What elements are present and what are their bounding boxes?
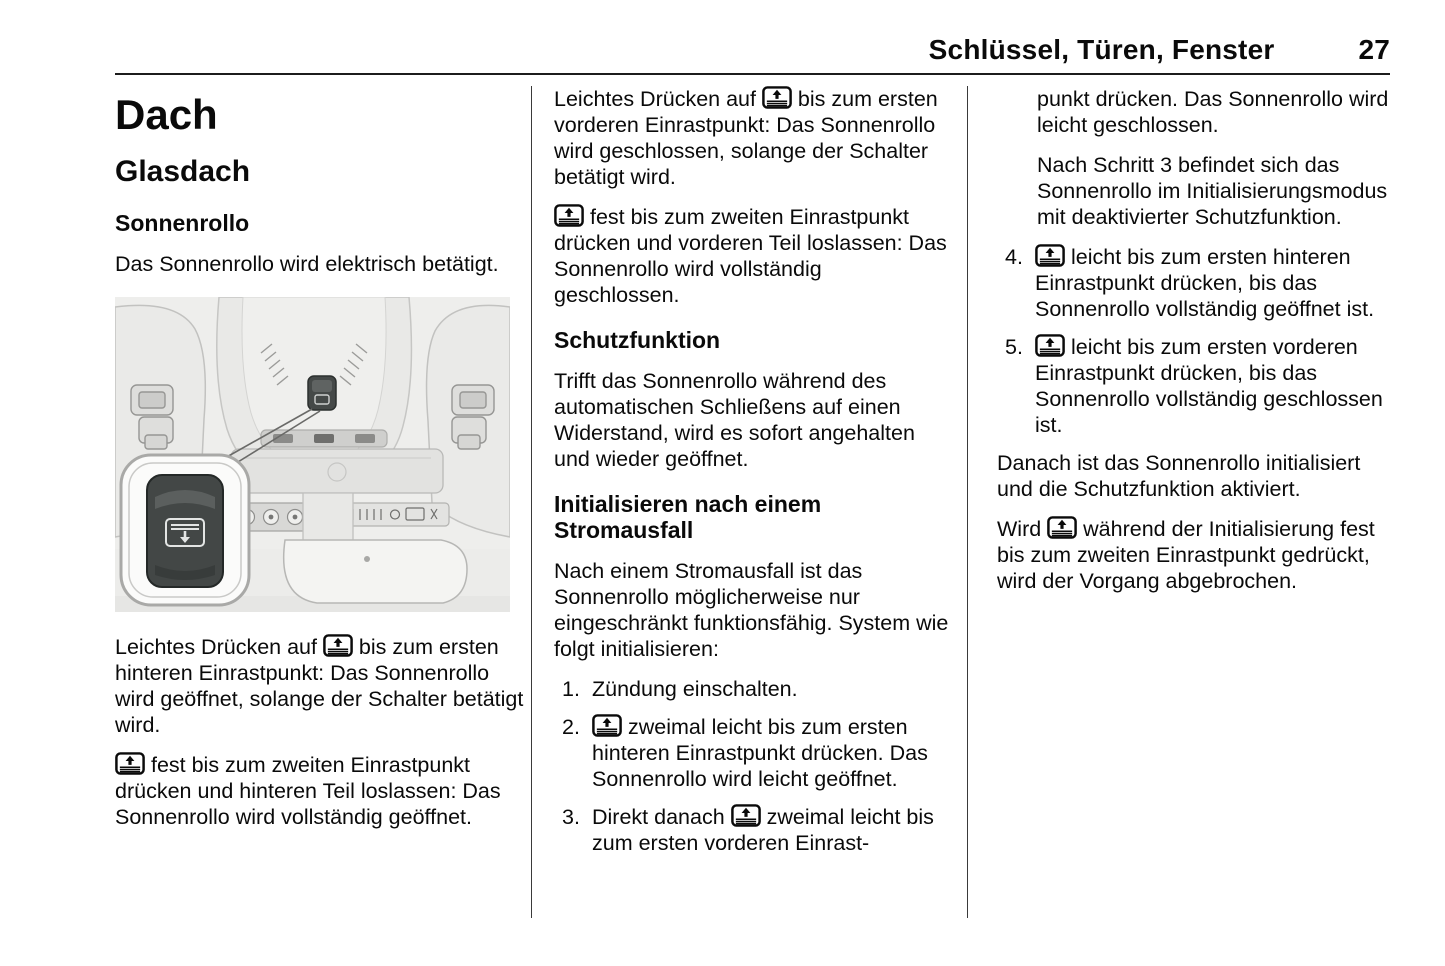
protection-heading: Schutzfunktion [554,327,721,353]
list-item-1: 1. Zündung einschalten. [562,677,798,701]
paragraph-open-full: fest bis zum zweiten Einrastpunkt drücken und hinteren Teil loslassen: Das Sonnenrollo wird vollständig geöffnet. [115,753,501,830]
sunblind-switch-icon [592,714,622,737]
page-header [115,34,1390,66]
init-heading: Initialisieren nach einem Stromausfall [554,491,822,543]
column-2 [531,86,967,918]
init-steps-list-continued [1005,244,1391,438]
list-item-5: 5. leicht bis zum ersten vorderen Einrastpunkt drücken, bis das Sonnenrollo vollständig geschlossen ist. [1005,335,1383,437]
sunblind-switch [308,376,336,410]
header-title: Schlüssel, Türen, Fenster [928,34,1275,65]
roof-console-drawing [115,297,510,612]
sunblind-switch-icon [1047,516,1077,539]
sunblind-switch-icon [323,634,353,657]
paragraph-abort: Wird während der Initialisierung fest bis zum zweiten Einrastpunkt gedrückt, wird der Vorgang abgebrochen. [997,517,1375,593]
console-button-bar [261,430,387,447]
paragraph-protection: Trifft das Sonnenrollo während des automatischen Schließens auf einen Widerstand, wird es sofort angehalten und wieder geöffnet. [554,369,915,471]
paragraph-intro: Das Sonnenrollo wird elektrisch betätigt. [115,252,499,277]
content-columns [115,86,1391,918]
console-lamp-lens [231,449,443,493]
sunblind-switch-icon [731,804,761,827]
list-item-4: 4. leicht bis zum ersten hinteren Einrastpunkt drücken, bis das Sonnenrollo vollständig geöffnet ist. [1005,245,1375,321]
header-rule [115,73,1390,75]
paragraph-open: Leichtes Drücken auf bis zum ersten hinteren Einrastpunkt: Das Sonnenrollo wird geöffnet, solange der Schalter betätigt wird. [115,635,524,738]
sunblind-switch-icon [554,204,584,227]
mirror-housing [284,540,467,603]
paragraph-step3-note: Nach Schritt 3 befindet sich das Sonnenrollo im Initialisierungsmodus mit deaktivierter Schutzfunktion. [1037,153,1388,229]
column-3 [967,86,1391,918]
paragraph-initialized: Danach ist das Sonnenrollo initialisiert und die Schutzfunktion aktiviert. [997,451,1361,501]
page-number: 27 [1358,34,1390,65]
paragraph-close: Leichtes Drücken auf bis zum ersten vorderen Einrastpunkt: Das Sonnenrollo wird geschlossen, solange der Schalter betätigt wird. [554,87,938,189]
subsection-title: Glasdach [115,155,251,189]
sunblind-switch-icon [1035,334,1065,357]
paragraph-close-full: fest bis zum zweiten Einrastpunkt drücken und vorderen Teil loslassen: Das Sonnenrollo wird vollständig geschlossen. [554,205,947,307]
list-item-3: 3. Direkt danach zweimal leicht bis zum ersten vorderen Einrast- [562,805,934,855]
list-item-2: 2. zweimal leicht bis zum ersten hinteren Einrastpunkt drücken. Das Sonnenrollo wird leicht geöffnet. [562,715,928,791]
sunblind-switch-icon [115,752,145,775]
warning-label-strip [343,503,449,526]
sunblind-switch-icon [762,86,792,109]
section-title: Dach [115,91,218,138]
init-steps-list [562,676,951,856]
column-1 [115,86,531,918]
callout-inset [121,455,249,605]
topic-title: Sonnenrollo [115,210,250,237]
paragraph-step3-continuation: punkt drücken. Das Sonnenrollo wird leicht geschlossen. [1037,87,1389,137]
sunblind-switch-icon [1035,244,1065,267]
roof-console-illustration [115,297,510,612]
paragraph-init: Nach einem Stromausfall ist das Sonnenrollo möglicherweise nur eingeschränkt funktionsfähig. System wie folgt initialisieren: [554,559,949,661]
